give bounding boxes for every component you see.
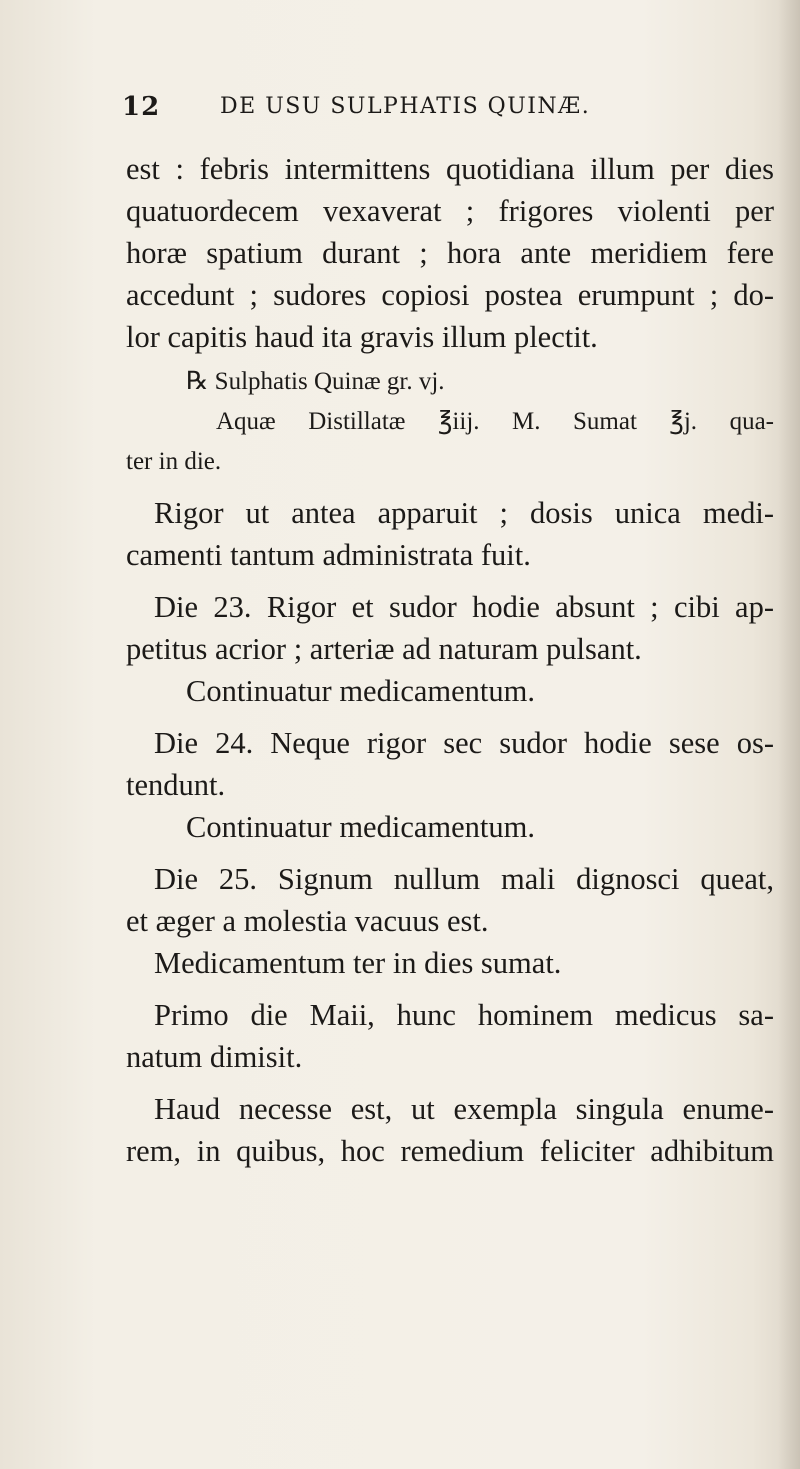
text-line: Medicamentum ter in dies sumat. — [154, 946, 562, 980]
text-line: Haud necesse est, ut exempla singula enume- — [154, 1092, 774, 1126]
text-line: petitus acrior ; arteriæ ad naturam pulsant. — [126, 632, 642, 666]
prescription — [126, 362, 774, 482]
text-line: rem, in quibus, hoc remedium feliciter adhibitum — [126, 1134, 774, 1168]
text-line: lor capitis haud ita gravis illum plectit. — [126, 320, 598, 354]
text-line: Continuatur medicamentum. — [186, 674, 535, 708]
text-line: est : febris intermittens quotidiana illum per dies — [126, 152, 774, 186]
text-line: camenti tantum administrata fuit. — [126, 538, 531, 572]
text-line: Die 25. Signum nullum mali dignosci queat, — [154, 862, 774, 896]
text-line: quatuordecem vexaverat ; frigores violenti per — [126, 194, 774, 228]
page-number: 12 — [122, 92, 161, 122]
text-line: et æger a molestia vacuus est. — [126, 904, 489, 938]
text-line: tendunt. — [126, 768, 226, 802]
text-line: Continuatur medicamentum. — [186, 810, 535, 844]
prescription-line: Aquæ Distillatæ ℥iij. M. Sumat ℥j. qua- — [216, 408, 774, 435]
text-line: Rigor ut antea apparuit ; dosis unica medi- — [154, 496, 774, 530]
text-line: Die 23. Rigor et sudor hodie absunt ; cibi ap- — [154, 590, 774, 624]
body-text — [126, 148, 774, 1172]
text-line: Primo die Maii, hunc hominem medicus sa- — [154, 998, 774, 1032]
page-header — [122, 92, 682, 132]
page-edge-shadow — [778, 0, 800, 1469]
text-line: natum dimisit. — [126, 1040, 303, 1074]
text-line: Die 24. Neque rigor sec sudor hodie sese os- — [154, 726, 774, 760]
running-head: DE USU SULPHATIS QUINÆ. — [220, 94, 591, 119]
text-line: accedunt ; sudores copiosi postea erumpunt ; do- — [126, 278, 774, 312]
prescription-line: ter in die. — [126, 448, 222, 475]
prescription-line: ℞ Sulphatis Quinæ gr. vj. — [186, 368, 445, 395]
text-line: horæ spatium durant ; hora ante meridiem fere — [126, 236, 774, 270]
